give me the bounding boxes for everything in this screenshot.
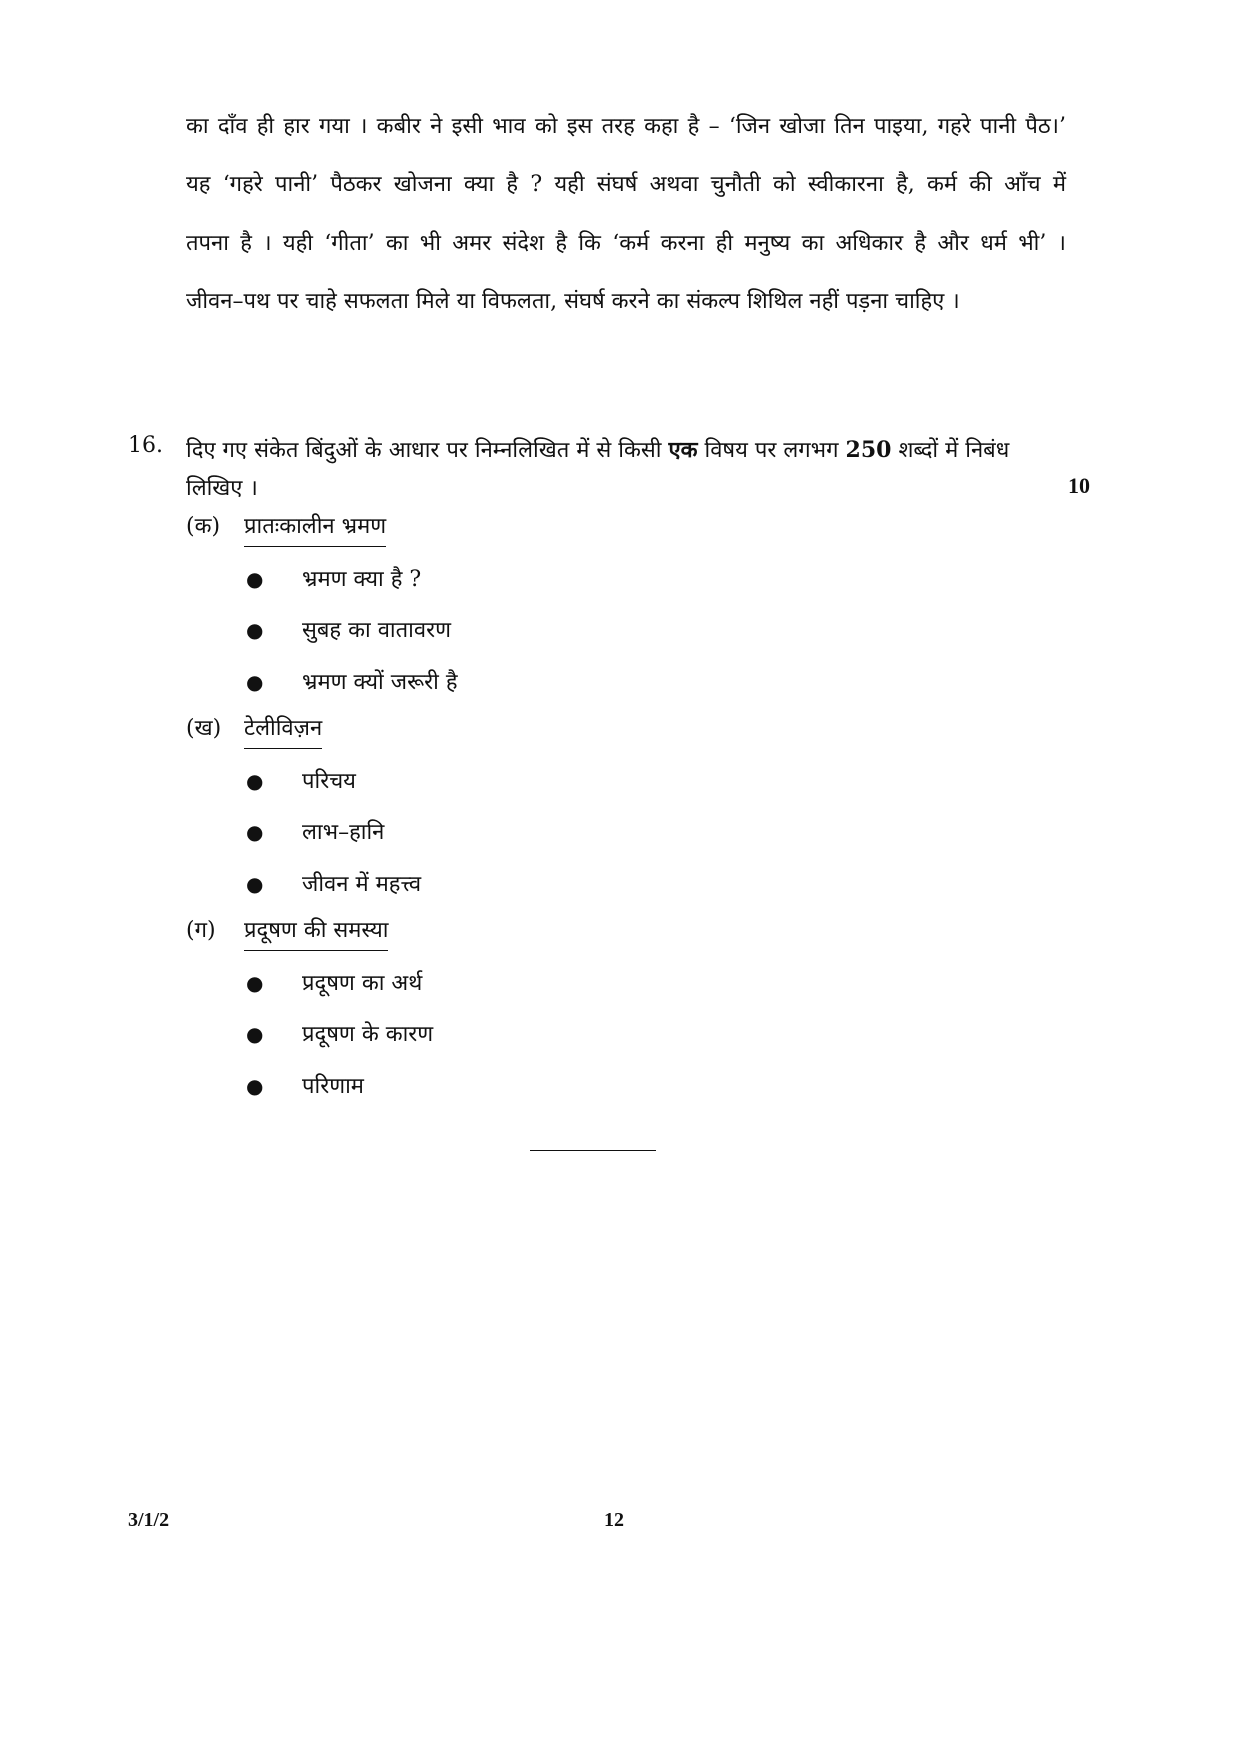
bullet-icon: ● xyxy=(246,670,264,694)
question-word-count: 250 xyxy=(845,437,892,463)
option-point xyxy=(246,766,356,797)
question-text-part-1: दिए गए संकेत बिंदुओं के आधार पर निम्नलिखित में से किसी xyxy=(186,438,669,463)
point-text: भ्रमण क्यों जरूरी है xyxy=(302,670,458,695)
option-title: प्रदूषण की समस्या xyxy=(244,916,388,951)
bullet-icon: ● xyxy=(246,567,264,591)
bullet-icon: ● xyxy=(246,820,264,844)
question-text-part-3: शब्दों में निबंध लिखिए । xyxy=(186,438,1010,501)
point-text: जीवन में महत्त्व xyxy=(302,872,422,897)
paper-code: 3/1/2 xyxy=(128,1509,170,1531)
option-point xyxy=(246,817,384,848)
essay-option-ka xyxy=(186,512,386,547)
point-text: परिणाम xyxy=(302,1074,364,1099)
section-end-divider xyxy=(530,1150,656,1151)
option-point xyxy=(246,615,451,646)
essay-option-kha xyxy=(186,714,322,749)
point-text: लाभ–हानि xyxy=(302,820,385,845)
point-text: परिचय xyxy=(302,769,356,794)
bullet-icon: ● xyxy=(246,1022,264,1046)
option-point xyxy=(246,968,422,999)
bullet-icon: ● xyxy=(246,872,264,896)
bullet-icon: ● xyxy=(246,1074,264,1098)
question-number: 16. xyxy=(128,433,163,458)
option-letter: (ख) xyxy=(186,716,222,741)
passage-line-1: का दाँव ही हार गया । कबीर ने इसी भाव को इस तरह कहा है – ‘जिन खोजा तिन पाइया, गहरे पानी पैठ।’ xyxy=(186,114,1066,139)
passage-line-2: यह ‘गहरे पानी’ पैठकर खोजना क्या है ? यही संघर्ष अथवा चुनौती को स्वीकारना है, कर्म की आँच में xyxy=(186,172,1066,197)
option-point xyxy=(246,564,421,595)
passage-line-4: जीवन–पथ पर चाहे सफलता मिले या विफलता, संघर्ष करने का संकल्प शिथिल नहीं पड़ना चाहिए । xyxy=(186,289,960,314)
question-text-part-2: विषय पर लगभग xyxy=(697,438,846,463)
option-title: टेलीविज़न xyxy=(244,714,322,749)
option-point xyxy=(246,869,421,900)
question-text xyxy=(186,431,1066,508)
point-text: भ्रमण क्या है ? xyxy=(302,567,422,592)
option-point xyxy=(246,1019,433,1050)
option-title: प्रातःकालीन भ्रमण xyxy=(244,512,386,547)
point-text: प्रदूषण के कारण xyxy=(302,1022,434,1047)
page-number: 12 xyxy=(604,1509,624,1531)
bullet-icon: ● xyxy=(246,769,264,793)
point-text: प्रदूषण का अर्थ xyxy=(302,971,423,996)
option-point xyxy=(246,1071,364,1102)
bullet-icon: ● xyxy=(246,618,264,642)
question-marks: 10 xyxy=(1068,473,1090,498)
point-text: सुबह का वातावरण xyxy=(302,618,452,643)
option-letter: (ग) xyxy=(186,918,216,943)
option-letter: (क) xyxy=(186,514,221,539)
essay-option-ga xyxy=(186,916,388,951)
question-bold-word: एक xyxy=(668,437,698,463)
passage-line-3: तपना है । यही ‘गीता’ का भी अमर संदेश है कि ‘कर्म करना ही मनुष्य का अधिकार है और धर्म भी’ । xyxy=(186,231,1066,256)
option-point xyxy=(246,667,458,698)
bullet-icon: ● xyxy=(246,971,264,995)
